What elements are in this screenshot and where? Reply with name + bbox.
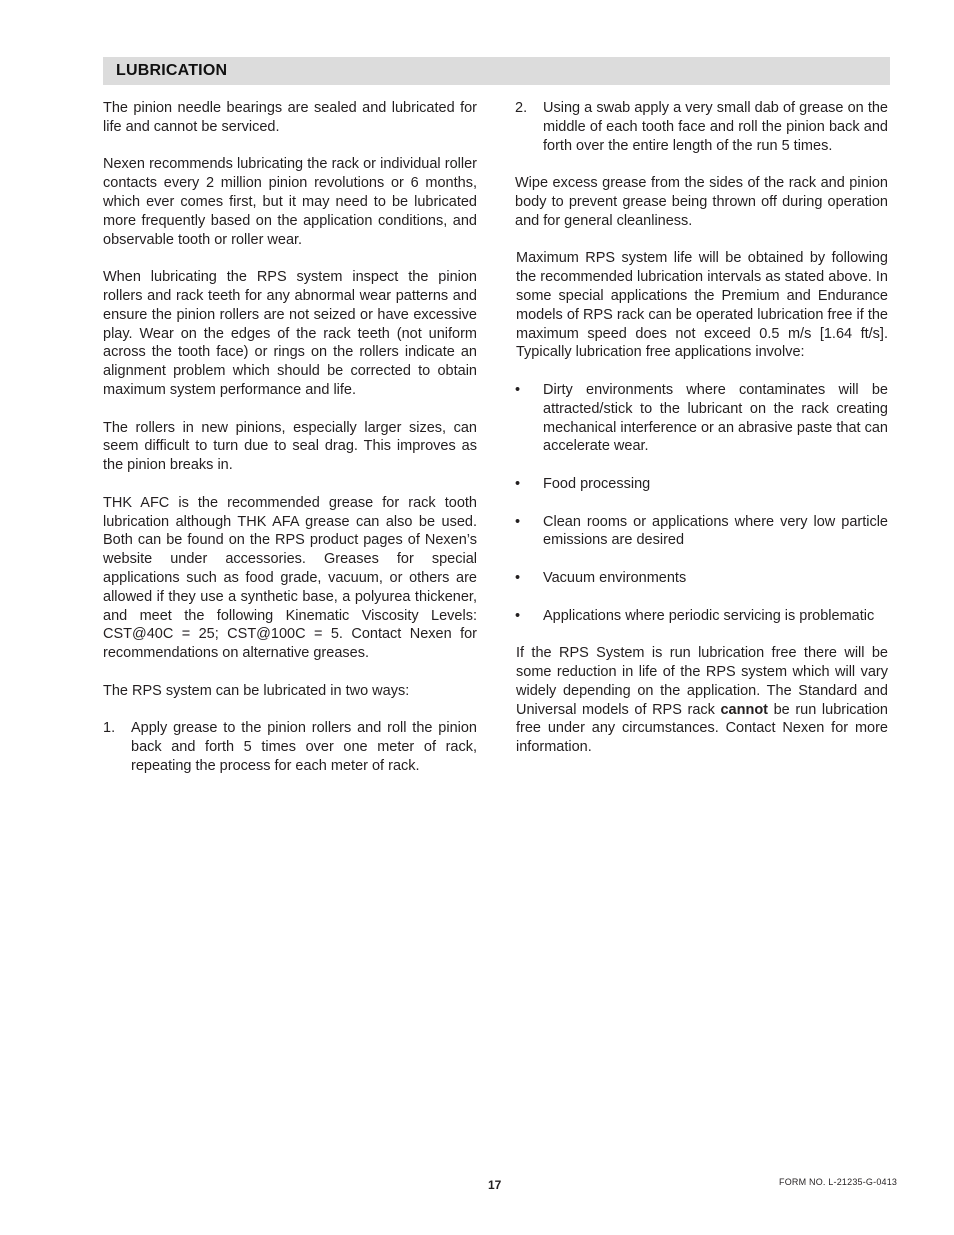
list-item xyxy=(515,513,888,551)
bullet-text: Applications where periodic servicing is problematic xyxy=(543,607,875,624)
right-column xyxy=(515,99,888,776)
warning-emphasis: cannot xyxy=(720,701,769,718)
list-item xyxy=(515,569,888,588)
form-number: FORM NO. L-21235-G-0413 xyxy=(779,1177,898,1187)
bullet-text: Vacuum environments xyxy=(543,569,687,586)
section-header-bar xyxy=(103,57,890,85)
list-item xyxy=(515,607,888,626)
warning-text-end: be run lubrication free under any circumstances. Contact Nexen for more information. xyxy=(516,701,888,756)
section-title: LUBRICATION xyxy=(116,62,228,79)
paragraph-lubrication-methods: The RPS system can be lubricated in two ways: xyxy=(103,682,410,699)
step-number: 1. xyxy=(103,720,116,737)
bullet-icon: • xyxy=(515,475,521,492)
left-column xyxy=(103,99,477,794)
paragraph-new-pinions: The rollers in new pinions, especially larger sizes, can seem difficult to turn due to seal drag. This improves as the pinion breaks in. xyxy=(103,419,477,474)
bullet-icon: • xyxy=(515,381,521,398)
paragraph-standard-universal-warning xyxy=(515,644,888,757)
page-number: 17 xyxy=(488,1178,502,1192)
bullet-text: Clean rooms or applications where very low particle emissions are desired xyxy=(543,513,888,549)
bullet-icon: • xyxy=(515,607,521,624)
list-item-step-2 xyxy=(515,99,888,155)
bullet-text: Food processing xyxy=(543,475,651,492)
step-text: Using a swab apply a very small dab of grease on the middle of each tooth face and roll the pinion back and forth over the entire length of the run 5 times. xyxy=(543,100,888,154)
paragraph-inspection: When lubricating the RPS system inspect the pinion rollers and rack teeth for any abnormal wear patterns and ensure the pinion rollers are not seized or have excessive play. Wear on the edges of the rack teeth (not uniform across the tooth face) or rings on the rollers indicate an alignment problem which should be corrected to obtain maximum system performance and life. xyxy=(103,269,477,398)
paragraph-lubrication-interval: Nexen recommends lubricating the rack or individual roller contacts every 2 million pinion revolutions or 6 months, which ever comes first, but it may need to be lubricated more frequently based on the application conditions, and observable tooth or roller wear. xyxy=(103,156,477,248)
bullet-text: Dirty environments where contaminates will be attracted/stick to the lubricant on the rack creating mechanical interference or an abrasive paste that can accelerate wear. xyxy=(543,381,888,455)
paragraph-wipe-excess: Wipe excess grease from the sides of the rack and pinion body to prevent grease being thrown off during operation and for general cleanliness. xyxy=(515,175,888,229)
warning-text-start: If the RPS System is run lubrication free there will be some reduction in life of the RPS system which will vary widely depending on the application. The Standard and Universal models of RPS rack xyxy=(516,645,888,718)
list-item xyxy=(515,381,888,456)
paragraph-grease-recommendation: THK AFC is the recommended grease for rack tooth lubrication although THK AFA grease can also be used. Both can be found on the RPS product pages of Nexen’s website under accessories. Greases for special applications such as food grade, vacuum, or others are allowed if they use a synthetic base, a polyurea thickener, and meet the following Kinematic Viscosity Levels: CST@40C = 25; CST@100C = 5. Contact Nexen for recommendations on alternative greases. xyxy=(103,494,477,662)
step-text: Apply grease to the pinion rollers and roll the pinion back and forth 5 times over one meter of rack, repeating the process for each meter of rack. xyxy=(131,720,477,774)
list-item xyxy=(515,475,888,494)
step-number: 2. xyxy=(515,100,528,116)
bullet-icon: • xyxy=(515,569,521,586)
list-item-step-1 xyxy=(103,719,477,775)
bullet-icon: • xyxy=(515,513,521,530)
paragraph-lubrication-free: Maximum RPS system life will be obtained by following the recommended lubrication intervals as stated above. In some special applications the Premium and Endurance models of RPS rack can be operated lubrication free if the maximum speed does not exceed 0.5 m/s [1.64 ft/s]. Typically lubrication free applications involve: xyxy=(516,250,888,361)
paragraph-bearings: The pinion needle bearings are sealed and lubricated for life and cannot be serviced. xyxy=(103,100,477,135)
